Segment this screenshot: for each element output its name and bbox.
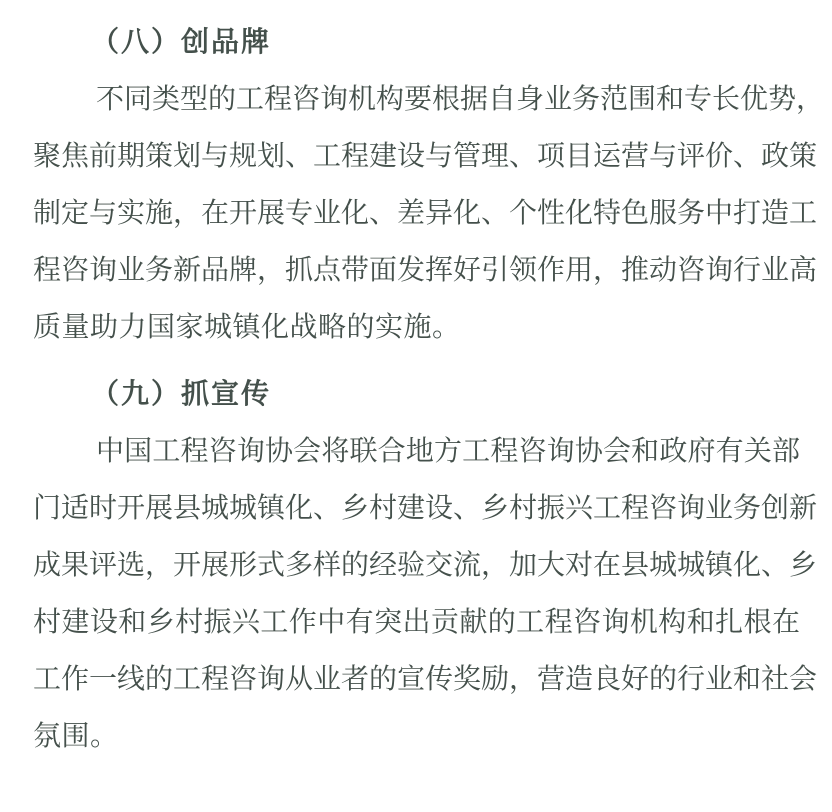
- paragraph-publicity-line: 中国工程咨询协会将联合地方工程咨询协会和政府有关部: [96, 436, 800, 467]
- paragraph-brand-line: 质量助力国家城镇化战略的实施。: [33, 312, 461, 343]
- section-heading-brand: （八）创品牌: [91, 27, 272, 58]
- paragraph-publicity-line: 成果评选，开展形式多样的经验交流，加大对在县城城镇化、乡: [33, 550, 818, 581]
- paragraph-publicity-line: 氛围。: [33, 721, 119, 752]
- paragraph-publicity-line: 门适时开展县城城镇化、乡村建设、乡村振兴工程咨询业务创新: [33, 493, 818, 524]
- paragraph-brand-line: 制定与实施，在开展专业化、差异化、个性化特色服务中打造工: [33, 198, 818, 229]
- paragraph-publicity-line: 村建设和乡村振兴工作中有突出贡献的工程咨询机构和扎根在: [33, 607, 800, 638]
- section-heading-publicity: （九）抓宣传: [91, 379, 272, 410]
- paragraph-publicity-line: 工作一线的工程咨询从业者的宣传奖励，营造良好的行业和社会: [33, 664, 818, 695]
- paragraph-brand-line: 聚焦前期策划与规划、工程建设与管理、项目运营与评价、政策: [33, 141, 818, 172]
- paragraph-brand-line: 不同类型的工程咨询机构要根据自身业务范围和专长优势，: [96, 84, 825, 115]
- paragraph-brand-line: 程咨询业务新品牌，抓点带面发挥好引领作用，推动咨询行业高: [33, 255, 818, 286]
